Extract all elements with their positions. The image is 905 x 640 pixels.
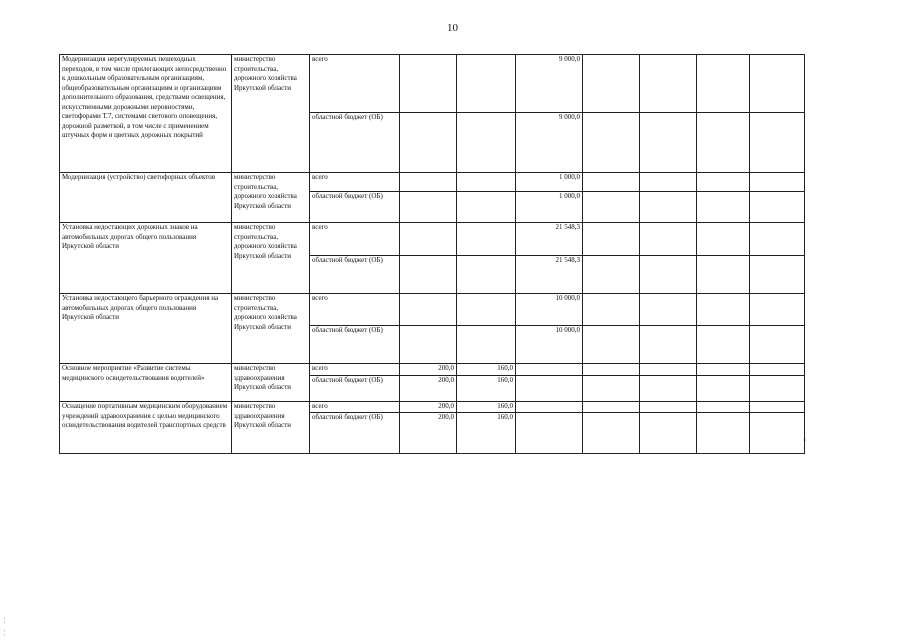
- executor-cell: министерство здравоохранения Иркутской области: [232, 402, 310, 454]
- funding-source-cell: всего: [310, 173, 400, 192]
- value-cell: 160,0: [457, 376, 516, 402]
- value-cell: [516, 376, 583, 402]
- value-cell: 21 548,3: [516, 223, 583, 256]
- funding-source-cell: всего: [310, 364, 400, 376]
- funding-source-cell: областной бюджет (ОБ): [310, 113, 400, 173]
- activity-name-cell: Установка недостающего барьерного ограждения на автомобильных дорогах общего пользования Иркутской области: [60, 294, 232, 364]
- empty-value-cell: [697, 326, 750, 364]
- empty-value-cell: [750, 412, 805, 453]
- value-cell: 9 000,0: [516, 113, 583, 173]
- value-cell: [516, 402, 583, 413]
- empty-value-cell: [750, 256, 805, 294]
- empty-value-cell: [640, 192, 697, 223]
- funding-source-cell: областной бюджет (ОБ): [310, 412, 400, 453]
- table-row: [60, 402, 805, 413]
- page-number: 10: [447, 22, 458, 34]
- empty-value-cell: [750, 294, 805, 326]
- funding-source-cell: областной бюджет (ОБ): [310, 192, 400, 223]
- value-cell: 200,0: [400, 402, 457, 413]
- empty-value-cell: [697, 113, 750, 173]
- empty-value-cell: [583, 402, 640, 413]
- value-cell: [457, 223, 516, 256]
- executor-cell: министерство строительства, дорожного хозяйства Иркутской области: [232, 173, 310, 223]
- empty-value-cell: [750, 192, 805, 223]
- empty-value-cell: [640, 364, 697, 376]
- value-cell: 1 000,0: [516, 192, 583, 223]
- activity-name-cell: Модернизация нерегулируемых пешеходных переходов, в том числе прилегающих непосредственно к дошкольным образовательным организациям, общеобразовательным организациям и организациям дополнительного образования, средствами освещения, искусственными дорожными неровностями, светофорами Т.7, системами светового оповещения, дорожной разметкой, в том числе с применением штучных форм и цветных дорожных покрытий: [60, 55, 232, 173]
- value-cell: [457, 294, 516, 326]
- executor-cell: министерство строительства, дорожного хозяйства Иркутской области: [232, 55, 310, 173]
- empty-value-cell: [697, 402, 750, 413]
- activity-name-cell: Оснащение портативным медицинским оборудованием учреждений здравоохранения с целью медицинского освидетельствования водителей транспортных средств: [60, 402, 232, 454]
- empty-value-cell: [697, 364, 750, 376]
- value-cell: [400, 192, 457, 223]
- table-row: [60, 223, 805, 256]
- value-cell: [516, 364, 583, 376]
- funding-source-cell: всего: [310, 223, 400, 256]
- empty-value-cell: [750, 376, 805, 402]
- empty-value-cell: [697, 192, 750, 223]
- empty-value-cell: [583, 113, 640, 173]
- empty-value-cell: [750, 364, 805, 376]
- funding-source-cell: всего: [310, 294, 400, 326]
- empty-value-cell: [583, 55, 640, 113]
- empty-value-cell: [750, 402, 805, 413]
- funding-source-cell: всего: [310, 402, 400, 413]
- executor-cell: министерство здравоохранения Иркутской области: [232, 364, 310, 402]
- value-cell: [457, 192, 516, 223]
- empty-value-cell: [583, 223, 640, 256]
- empty-value-cell: [640, 256, 697, 294]
- empty-value-cell: [750, 173, 805, 192]
- value-cell: [457, 173, 516, 192]
- funding-source-cell: областной бюджет (ОБ): [310, 326, 400, 364]
- value-cell: 21 548,3: [516, 256, 583, 294]
- empty-value-cell: [640, 402, 697, 413]
- value-cell: [400, 256, 457, 294]
- empty-value-cell: [583, 412, 640, 453]
- budget-table: [59, 54, 805, 454]
- empty-value-cell: [697, 173, 750, 192]
- empty-value-cell: [640, 173, 697, 192]
- value-cell: 160,0: [457, 364, 516, 376]
- empty-value-cell: [640, 223, 697, 256]
- funding-source-cell: всего: [310, 55, 400, 113]
- empty-value-cell: [697, 294, 750, 326]
- value-cell: 160,0: [457, 402, 516, 413]
- margin-mark: ¦: [4, 618, 6, 624]
- value-cell: 9 000,0: [516, 55, 583, 113]
- value-cell: 200,0: [400, 364, 457, 376]
- empty-value-cell: [640, 376, 697, 402]
- empty-value-cell: [697, 412, 750, 453]
- empty-value-cell: [750, 223, 805, 256]
- value-cell: [400, 223, 457, 256]
- value-cell: [516, 412, 583, 453]
- value-cell: 160,0: [457, 412, 516, 453]
- empty-value-cell: [697, 256, 750, 294]
- value-cell: [400, 326, 457, 364]
- value-cell: [400, 55, 457, 113]
- table-row: [60, 294, 805, 326]
- value-cell: [400, 113, 457, 173]
- value-cell: 200,0: [400, 412, 457, 453]
- table-row: [60, 173, 805, 192]
- funding-source-cell: областной бюджет (ОБ): [310, 376, 400, 402]
- table-row: [60, 364, 805, 376]
- activity-name-cell: Модернизация (устройство) светофорных объектов: [60, 173, 232, 223]
- empty-value-cell: [640, 412, 697, 453]
- empty-value-cell: [583, 173, 640, 192]
- value-cell: [400, 173, 457, 192]
- empty-value-cell: [750, 113, 805, 173]
- value-cell: 10 000,0: [516, 294, 583, 326]
- margin-mark: ¦: [4, 630, 6, 636]
- executor-cell: министерство строительства, дорожного хозяйства Иркутской области: [232, 294, 310, 364]
- empty-value-cell: [750, 326, 805, 364]
- value-cell: 200,0: [400, 376, 457, 402]
- executor-cell: министерство строительства, дорожного хозяйства Иркутской области: [232, 223, 310, 294]
- empty-value-cell: [583, 294, 640, 326]
- value-cell: 1 000,0: [516, 173, 583, 192]
- empty-value-cell: [640, 113, 697, 173]
- empty-value-cell: [583, 376, 640, 402]
- empty-value-cell: [583, 192, 640, 223]
- activity-name-cell: Основное мероприятие «Развитие системы медицинского освидетельствования водителей»: [60, 364, 232, 402]
- value-cell: [457, 55, 516, 113]
- margin-mark: ×: [803, 438, 807, 444]
- empty-value-cell: [697, 223, 750, 256]
- empty-value-cell: [750, 55, 805, 113]
- empty-value-cell: [583, 326, 640, 364]
- value-cell: 10 000,0: [516, 326, 583, 364]
- value-cell: [457, 256, 516, 294]
- value-cell: [457, 326, 516, 364]
- table-row: [60, 55, 805, 113]
- empty-value-cell: [583, 256, 640, 294]
- value-cell: [457, 113, 516, 173]
- activity-name-cell: Установка недостающих дорожных знаков на автомобильных дорогах общего пользования Иркутской области: [60, 223, 232, 294]
- empty-value-cell: [640, 326, 697, 364]
- empty-value-cell: [640, 294, 697, 326]
- empty-value-cell: [640, 55, 697, 113]
- value-cell: [400, 294, 457, 326]
- empty-value-cell: [697, 55, 750, 113]
- empty-value-cell: [583, 364, 640, 376]
- funding-source-cell: областной бюджет (ОБ): [310, 256, 400, 294]
- empty-value-cell: [697, 376, 750, 402]
